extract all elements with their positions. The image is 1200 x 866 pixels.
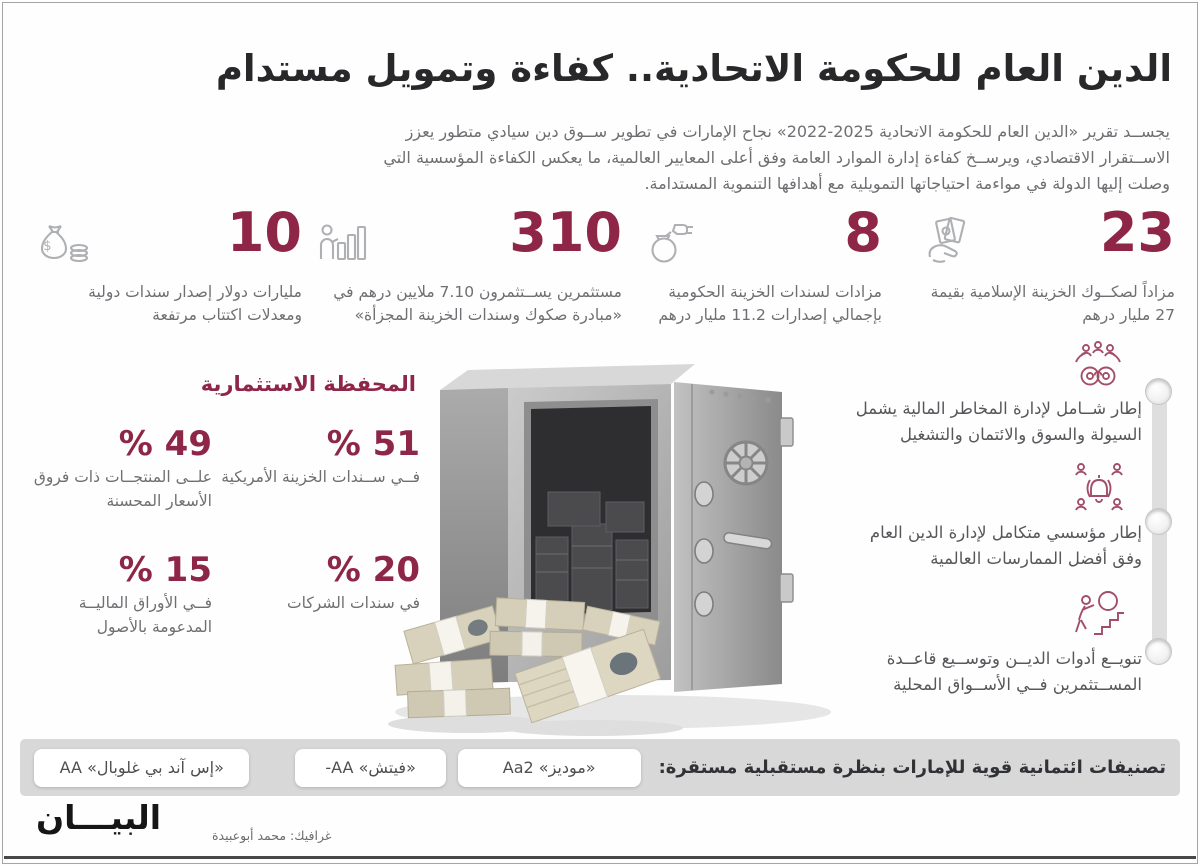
- stat-islamic-sukuk-auctions: [915, 201, 1175, 328]
- albayan-logo: البيـــان: [36, 798, 162, 837]
- pillar-diversification: [840, 588, 1142, 697]
- pillar-text: إطار مؤسسي متكامل لإدارة الدين العام وفق أفضل الممارسات العالمية: [869, 523, 1142, 568]
- milestone-bead: [1145, 508, 1172, 535]
- rating-pill-moodys: «موديز» Aa2: [458, 749, 641, 787]
- stat-label: مزادات لسندات الخزينة الحكومية بإجمالي إصدارات 11.2 مليار درهم: [658, 283, 882, 325]
- team-binoculars-icon: [840, 340, 1128, 392]
- pillar-institutional-framework: [840, 460, 1142, 571]
- intro-paragraph: يجســد تقرير «الدين العام للحكومة الاتحادية 2025-2022» نجاح الإمارات في تطوير ســوق دين سيادي متطور يعزز الاســتقرار الاقتصادي، ويرســخ كفاءة إدارة الموارد العامة وفق أعلى المعايير العالمية، ما يعكس الكفاءة المؤسسية التي وصلت إليها الدولة في مواءمة احتياجاتها التمويلية مع أهدافها التنموية المستدامة.: [383, 122, 1170, 193]
- percent-value: 51 %: [326, 424, 420, 464]
- hand-banknotes-icon: [923, 215, 977, 269]
- rating-pill-fitch: «فيتش» AA-: [295, 749, 445, 787]
- percent-label: فــي الأوراق الماليــة المدعومة بالأصول: [78, 594, 212, 636]
- rating-pill-sp-global: «إس آند بي غلوبال» AA: [34, 749, 249, 787]
- percent-label: فــي ســندات الخزينة الأمريكية: [221, 468, 420, 487]
- page-title: الدين العام للحكومة الاتحادية.. كفاءة وتمويل مستدام: [215, 46, 1172, 90]
- portfolio-item-enhanced-spread: [20, 426, 212, 513]
- growth-stairs-icon: [840, 588, 1128, 642]
- stat-value: 23: [1099, 201, 1175, 264]
- stat-international-bonds: [30, 201, 302, 328]
- stat-label: مزاداً لصكــوك الخزينة الإسلامية بقيمة 27 مليار درهم: [930, 283, 1175, 325]
- stat-retail-investors: [307, 201, 622, 328]
- graphic-credit: غرافيك: محمد أبوعبيدة: [212, 828, 332, 843]
- pillar-risk-framework: [840, 340, 1142, 447]
- pillar-text: تنويــع أدوات الديــن وتوســيع قاعــدة المســتثمرين فــي الأســواق المحلية: [886, 649, 1142, 694]
- bottom-rule: [4, 856, 1196, 859]
- percent-value: 15 %: [118, 550, 212, 590]
- stat-value: 10: [226, 201, 302, 264]
- portfolio-title: المحفظة الاستثمارية: [200, 372, 416, 396]
- percent-label: علــى المنتجــات ذات فروق الأسعار المحسنة: [33, 468, 212, 510]
- stat-label: مستثمرين يســتثمرون 7.10 ملايين درهم في «مبادرة صكوك وسندات الخزينة المجزأة»: [333, 283, 622, 325]
- pillar-text: إطار شــامل لإدارة المخاطر المالية يشمل السيولة والسوق والائتمان والتشغيل: [855, 399, 1142, 444]
- milestone-bead: [1145, 638, 1172, 665]
- bell-team-icon: [840, 460, 1128, 516]
- stat-value: 310: [509, 201, 622, 264]
- percent-value: 20 %: [326, 550, 420, 590]
- hand-moneybag-icon: [645, 215, 699, 269]
- percent-value: 49 %: [118, 424, 212, 464]
- ratings-bar: [20, 739, 1180, 796]
- stat-treasury-bond-auctions: [637, 201, 882, 328]
- portfolio-item-asset-backed: [20, 552, 212, 639]
- stat-label: مليارات دولار إصدار سندات دولية ومعدلات اكتتاب مرتفعة: [88, 283, 302, 325]
- percent-label: في سندات الشركات: [287, 594, 420, 613]
- investor-chart-icon: [315, 215, 369, 269]
- moneybag-coins-icon: [38, 215, 92, 269]
- svg-text:$: $: [43, 239, 52, 254]
- ratings-heading: تصنيفات ائتمانية قوية للإمارات بنظرة مستقبلية مستقرة:: [658, 757, 1166, 778]
- safe-with-cash-illustration: [378, 332, 870, 737]
- milestone-bead: [1145, 378, 1172, 405]
- stat-value: 8: [844, 201, 882, 264]
